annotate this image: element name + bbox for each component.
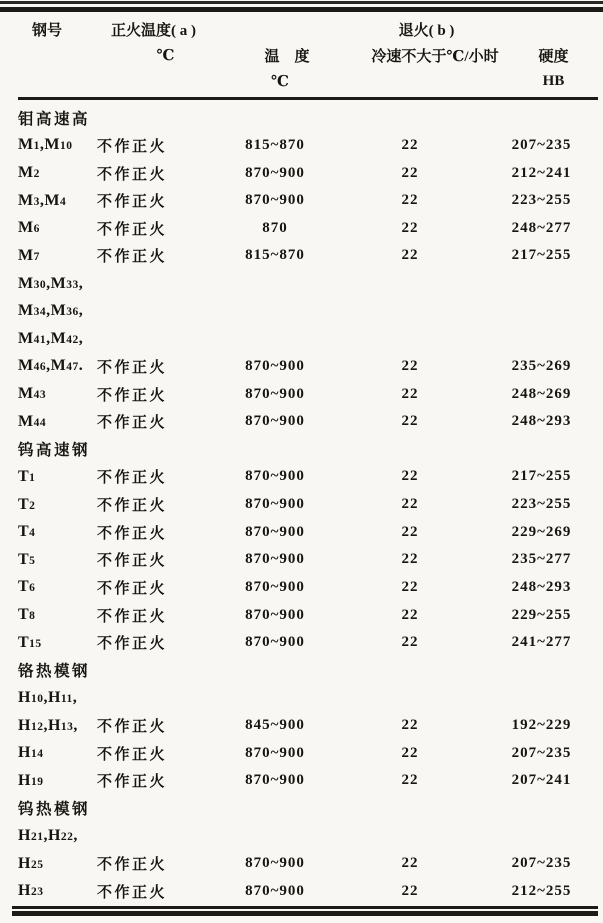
hardness-cell: 223~255 (511, 496, 572, 513)
normalizing-cell: 不作正火 (97, 774, 168, 791)
cooling-rate-cell: 22 (401, 855, 419, 872)
annealing-temp-cell: 870~900 (245, 357, 305, 374)
normalizing-cell: 不作正火 (97, 884, 168, 901)
annealing-temp-cell: 815~870 (245, 136, 305, 153)
hardness-cell: 235~277 (511, 551, 572, 568)
normalizing-cell: 不作正火 (97, 249, 168, 266)
table-row (0, 712, 603, 740)
section-title: 钨高速钢 (18, 442, 91, 460)
table-row (0, 601, 603, 629)
cooling-rate-cell: 22 (401, 772, 419, 789)
steel-grade-cell: M1,M10 (18, 136, 73, 154)
annealing-temp-cell: 870~900 (245, 772, 305, 789)
steel-grade-cell: T8 (18, 606, 36, 624)
table-body (0, 104, 603, 905)
header-hardness-label: 硬度 (538, 48, 569, 65)
normalizing-cell: 不作正火 (97, 194, 168, 211)
table-row (0, 242, 603, 270)
steel-grade-cell: T1 (18, 467, 36, 485)
steel-grade-cell: H10,H11, (18, 688, 78, 706)
annealing-temp-cell: 870~900 (245, 551, 305, 568)
steel-grade-cell: M3,M4 (18, 191, 67, 209)
normalizing-cell: 不作正火 (97, 553, 168, 570)
table-row (0, 215, 603, 243)
cooling-rate-cell: 22 (401, 523, 419, 540)
cooling-rate-cell: 22 (401, 247, 419, 264)
cooling-rate-cell: 22 (401, 551, 419, 568)
normalizing-cell: 不作正火 (97, 498, 168, 515)
hardness-cell: 217~255 (511, 468, 572, 485)
annealing-temp-cell: 870~900 (245, 634, 305, 651)
normalizing-cell: 不作正火 (97, 636, 168, 653)
annealing-temp-cell: 845~900 (245, 717, 305, 734)
cooling-rate-cell: 22 (401, 192, 419, 209)
annealing-temp-cell: 870~900 (245, 385, 305, 402)
hardness-cell: 235~269 (511, 357, 572, 374)
section-header-row (0, 657, 603, 685)
table-row (0, 518, 603, 546)
section-header-row (0, 436, 603, 464)
hardness-cell: 207~235 (511, 855, 572, 872)
annealing-temp-cell: 870~900 (245, 606, 305, 623)
normalizing-cell: 不作正火 (97, 221, 168, 238)
steel-grade-cell: M43 (18, 385, 47, 403)
table-row (0, 491, 603, 519)
steel-grade-cell: M41,M42, (18, 329, 84, 347)
table-top-rule-thick (0, 7, 603, 12)
steel-grade-cell: M7 (18, 246, 40, 264)
hardness-cell: 229~255 (511, 606, 572, 623)
header-separator-rule (18, 97, 598, 100)
table-row (0, 767, 603, 795)
table-row (0, 463, 603, 491)
table-row (0, 408, 603, 436)
normalizing-cell: 不作正火 (97, 166, 168, 183)
header-normalizing-unit: ℃ (156, 47, 175, 64)
steel-grade-cell: H21,H22, (18, 827, 78, 845)
cooling-rate-cell: 22 (401, 136, 419, 153)
table-row (0, 159, 603, 187)
annealing-temp-cell: 870~900 (245, 413, 305, 430)
hardness-cell: 212~241 (511, 164, 572, 181)
annealing-temp-cell: 870~900 (245, 164, 305, 181)
steel-grade-cell: M6 (18, 219, 40, 237)
table-row (0, 574, 603, 602)
header-annealing: 退火( b ) (398, 22, 455, 39)
steel-grade-cell: T6 (18, 578, 36, 596)
header-normalizing-temp: 正火温度( a ) (111, 22, 196, 39)
steel-grade-cell: H19 (18, 771, 44, 789)
cooling-rate-cell: 22 (401, 717, 419, 734)
table-header (0, 16, 603, 94)
hardness-cell: 229~269 (511, 523, 572, 540)
table-row (0, 878, 603, 906)
hardness-cell: 248~293 (511, 413, 572, 430)
table-row (0, 132, 603, 160)
hardness-cell: 223~255 (511, 192, 572, 209)
cooling-rate-cell: 22 (401, 413, 419, 430)
annealing-temp-cell: 870~900 (245, 855, 305, 872)
cooling-rate-cell: 22 (401, 882, 419, 899)
normalizing-cell: 不作正火 (97, 387, 168, 404)
normalizing-cell: 不作正火 (97, 470, 168, 487)
table-row (0, 297, 603, 325)
cooling-rate-cell: 22 (401, 606, 419, 623)
table-row (0, 325, 603, 353)
normalizing-cell: 不作正火 (97, 415, 168, 432)
annealing-temp-cell: 870~900 (245, 192, 305, 209)
cooling-rate-cell: 22 (401, 744, 419, 761)
table-row (0, 629, 603, 657)
header-hardness-unit: HB (542, 72, 565, 89)
header-annealing-temp-unit: ℃ (271, 73, 289, 90)
table-row (0, 822, 603, 850)
annealing-temp-cell: 870 (262, 219, 288, 236)
header-steel-no: 钢号 (32, 22, 63, 39)
table-row (0, 353, 603, 381)
section-title: 钼高速高 (18, 110, 91, 128)
hardness-cell: 207~241 (511, 772, 572, 789)
annealing-temp-cell: 870~900 (245, 578, 305, 595)
header-annealing-temp-label: 温 度 (264, 48, 310, 65)
steel-grade-cell: T5 (18, 550, 36, 568)
table-row (0, 684, 603, 712)
hardness-cell: 217~255 (511, 247, 572, 264)
steel-grade-cell: M30,M33, (18, 274, 84, 292)
annealing-temp-cell: 870~900 (245, 882, 305, 899)
section-title: 钨热模钢 (18, 801, 91, 819)
normalizing-cell: 不作正火 (97, 359, 168, 376)
hardness-cell: 248~269 (511, 385, 572, 402)
steel-grade-cell: M46,M47. (18, 357, 84, 375)
table-row (0, 546, 603, 574)
steel-grade-cell: T2 (18, 495, 36, 513)
table-row (0, 380, 603, 408)
header-row-1 (0, 16, 603, 42)
steel-grade-cell: T4 (18, 523, 36, 541)
table-row (0, 187, 603, 215)
steel-grade-cell: H12,H13, (18, 716, 78, 734)
cooling-rate-cell: 22 (401, 634, 419, 651)
table-top-rule-thin (0, 1, 603, 4)
normalizing-cell: 不作正火 (97, 608, 168, 625)
annealing-temp-cell: 870~900 (245, 496, 305, 513)
annealing-temp-cell: 815~870 (245, 247, 305, 264)
header-cooling-rate-label: 冷速不大于℃/小时 (371, 48, 499, 65)
normalizing-cell: 不作正火 (97, 719, 168, 736)
cooling-rate-cell: 22 (401, 468, 419, 485)
normalizing-cell: 不作正火 (97, 525, 168, 542)
steel-grade-cell: M2 (18, 164, 40, 182)
section-header-row (0, 795, 603, 823)
steel-grade-cell: T15 (18, 633, 42, 651)
section-title: 铬热模钢 (18, 663, 91, 681)
table-bottom-rule-thick (12, 911, 598, 916)
cooling-rate-cell: 22 (401, 578, 419, 595)
section-header-row (0, 104, 603, 132)
table-bottom-rule-thin (12, 906, 598, 909)
header-row-3 (0, 68, 603, 94)
normalizing-cell: 不作正火 (97, 746, 168, 763)
normalizing-cell: 不作正火 (97, 857, 168, 874)
hardness-cell: 207~235 (511, 744, 572, 761)
annealing-temp-cell: 870~900 (245, 744, 305, 761)
hardness-cell: 192~229 (511, 717, 572, 734)
steel-grade-cell: M44 (18, 412, 47, 430)
hardness-cell: 207~235 (511, 136, 572, 153)
table-row (0, 850, 603, 878)
table-row (0, 739, 603, 767)
steel-grade-cell: M34,M36, (18, 302, 84, 320)
steel-grade-cell: H25 (18, 854, 44, 872)
cooling-rate-cell: 22 (401, 385, 419, 402)
cooling-rate-cell: 22 (401, 164, 419, 181)
hardness-cell: 248~293 (511, 578, 572, 595)
header-row-2 (0, 42, 603, 68)
steel-grade-cell: H23 (18, 882, 44, 900)
hardness-cell: 241~277 (511, 634, 572, 651)
annealing-temp-cell: 870~900 (245, 523, 305, 540)
cooling-rate-cell: 22 (401, 219, 419, 236)
hardness-cell: 212~255 (511, 882, 572, 899)
normalizing-cell: 不作正火 (97, 138, 168, 155)
cooling-rate-cell: 22 (401, 357, 419, 374)
steel-grade-cell: H14 (18, 744, 44, 762)
annealing-temp-cell: 870~900 (245, 468, 305, 485)
table-row (0, 270, 603, 298)
hardness-cell: 248~277 (511, 219, 572, 236)
normalizing-cell: 不作正火 (97, 580, 168, 597)
cooling-rate-cell: 22 (401, 496, 419, 513)
